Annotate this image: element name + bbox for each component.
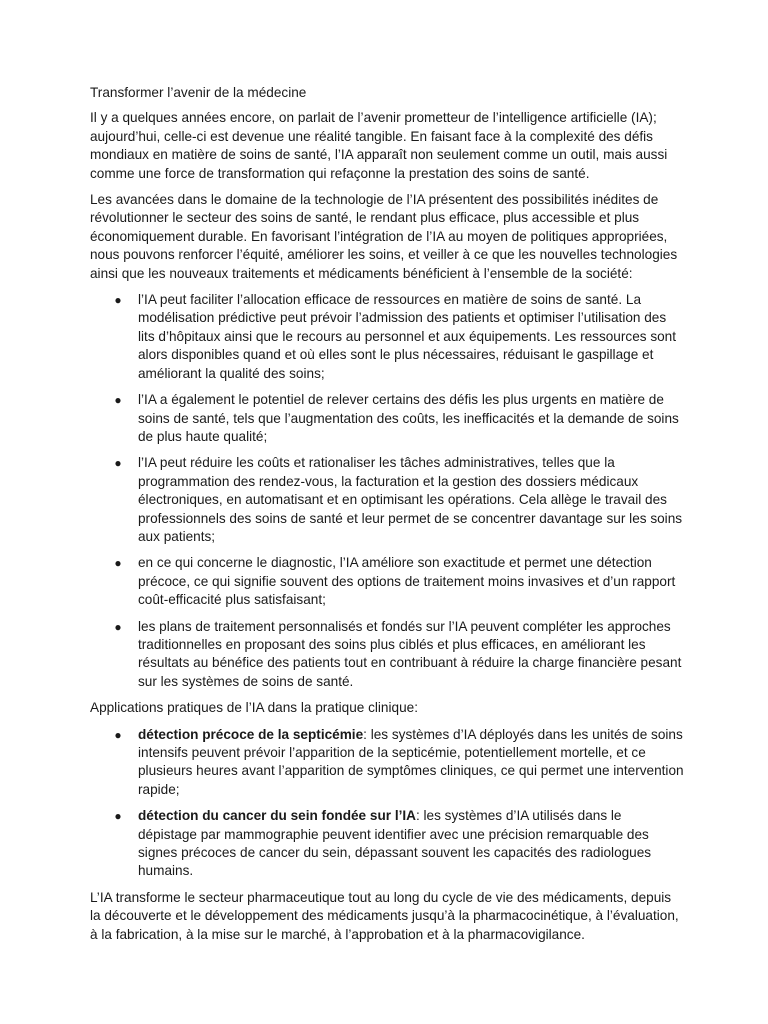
list-item-text: en ce qui concerne le diagnostic, l’IA améliore son exactitude et permet une détection précoce, ce qui signifie souvent des options de traitement moins invasives et d’un rapport coût-efficacité plus satisfaisant; (138, 555, 676, 608)
list-item (90, 291, 684, 383)
document-body (90, 84, 684, 952)
applications-heading: Applications pratiques de l’IA dans la pratique clinique: (90, 700, 418, 716)
list-item-text: l’IA peut faciliter l’allocation efficace de ressources en matière de soins de santé. La modélisation prédictive peut prévoir l’admission des patients et optimiser l’utilisation des lits d’hôpitaux ainsi que le recours au personnel et aux équipements. Les ressources sont alors disponibles quand et où elles sont le plus nécessaires, réduisant le gaspillage et améliorant la qualité des soins; (138, 292, 677, 381)
bullet-icon: ● (114, 456, 122, 471)
list-item-text: les plans de traitement personnalisés et fondés sur l’IA peuvent compléter les approches traditionnelles en proposant des soins plus ciblés et plus efficaces, en améliorant les résultats au bénéfice des patients tout en contribuant à réduire la charge financière pesant sur les systèmes de soins de santé. (138, 618, 682, 689)
bullet-icon: ● (114, 556, 122, 571)
application-text: : les systèmes d’IA utilisés dans le dépistage par mammographie peuvent identifier avec une précision remarquable des signes précoces de cancer du sein, dépassant souvent les capacités des radiologues humains. (138, 808, 652, 879)
bullet-icon: ● (114, 293, 122, 308)
list-item-text: l’IA peut réduire les coûts et rationaliser les tâches administratives, telles que la programmation des rendez-vous, la facturation et la gestion des dossiers médicaux électroniques, en automatisant et en optimisant les opérations. Cela allège le travail des professionnels des soins de santé et leur permet de se concentrer davantage sur les soins aux patients; (138, 455, 683, 544)
benefits-list (90, 291, 684, 691)
list-item (90, 618, 684, 692)
list-item-text: l’IA a également le potentiel de relever certains des défis les plus urgents en matière de soins de santé, tels que l’augmentation des coûts, les inefficacités et la demande de soins de plus haute qualité; (138, 392, 679, 444)
closing-paragraph: L’IA transforme le secteur pharmaceutique tout au long du cycle de vie des médicaments, depuis la découverte et le développement des médicaments jusqu’à la pharmacocinétique, à l’évaluation, à la fabrication, à la mise sur le marché, à l’approbation et à la pharmacovigilance. (90, 889, 679, 942)
intro-paragraph: Il y a quelques années encore, on parlait de l’avenir prometteur de l’intelligence artificielle (IA); aujourd’hui, celle-ci est devenue une réalité tangible. En faisant face à la complexité des défis mondiaux en matière de soins de santé, l’IA apparaît non seulement comme un outil, mais aussi comme une force de transformation qui refaçonne la prestation des soins de santé. (90, 110, 668, 181)
list-item (90, 391, 684, 446)
application-term: détection précoce de la septicémie (138, 726, 364, 742)
bullet-icon: ● (114, 809, 122, 824)
application-text: : les systèmes d’IA déployés dans les unités de soins intensifs peuvent prévoir l’apparition de la septicémie, potentiellement mortelle, et ce plusieurs heures avant l’apparition de symptômes cliniques, ce qui permet une intervention rapide; (138, 726, 684, 797)
list-item (90, 454, 684, 546)
applications-list (90, 726, 684, 881)
advances-paragraph: Les avancées dans le domaine de la technologie de l’IA présentent des possibilités inédites de révolutionner le secteur des soins de santé, le rendant plus efficace, plus accessible et plus économiquement durable. En favorisant l’intégration de l’IA au moyen de politiques appropriées, nous pouvons renforcer l’équité, améliorer les soins, et veiller à ce que les nouvelles technologies ainsi que les nouveaux traitements et médicaments bénéficient à l’ensemble de la société: (90, 192, 678, 281)
list-item (90, 807, 684, 881)
document-title: Transformer l’avenir de la médecine (90, 85, 307, 100)
application-term: détection du cancer du sein fondée sur l’IA (138, 808, 416, 824)
bullet-icon: ● (114, 727, 122, 742)
bullet-icon: ● (114, 393, 122, 408)
bullet-icon: ● (114, 619, 122, 634)
list-item (90, 554, 684, 609)
list-item (90, 726, 684, 800)
